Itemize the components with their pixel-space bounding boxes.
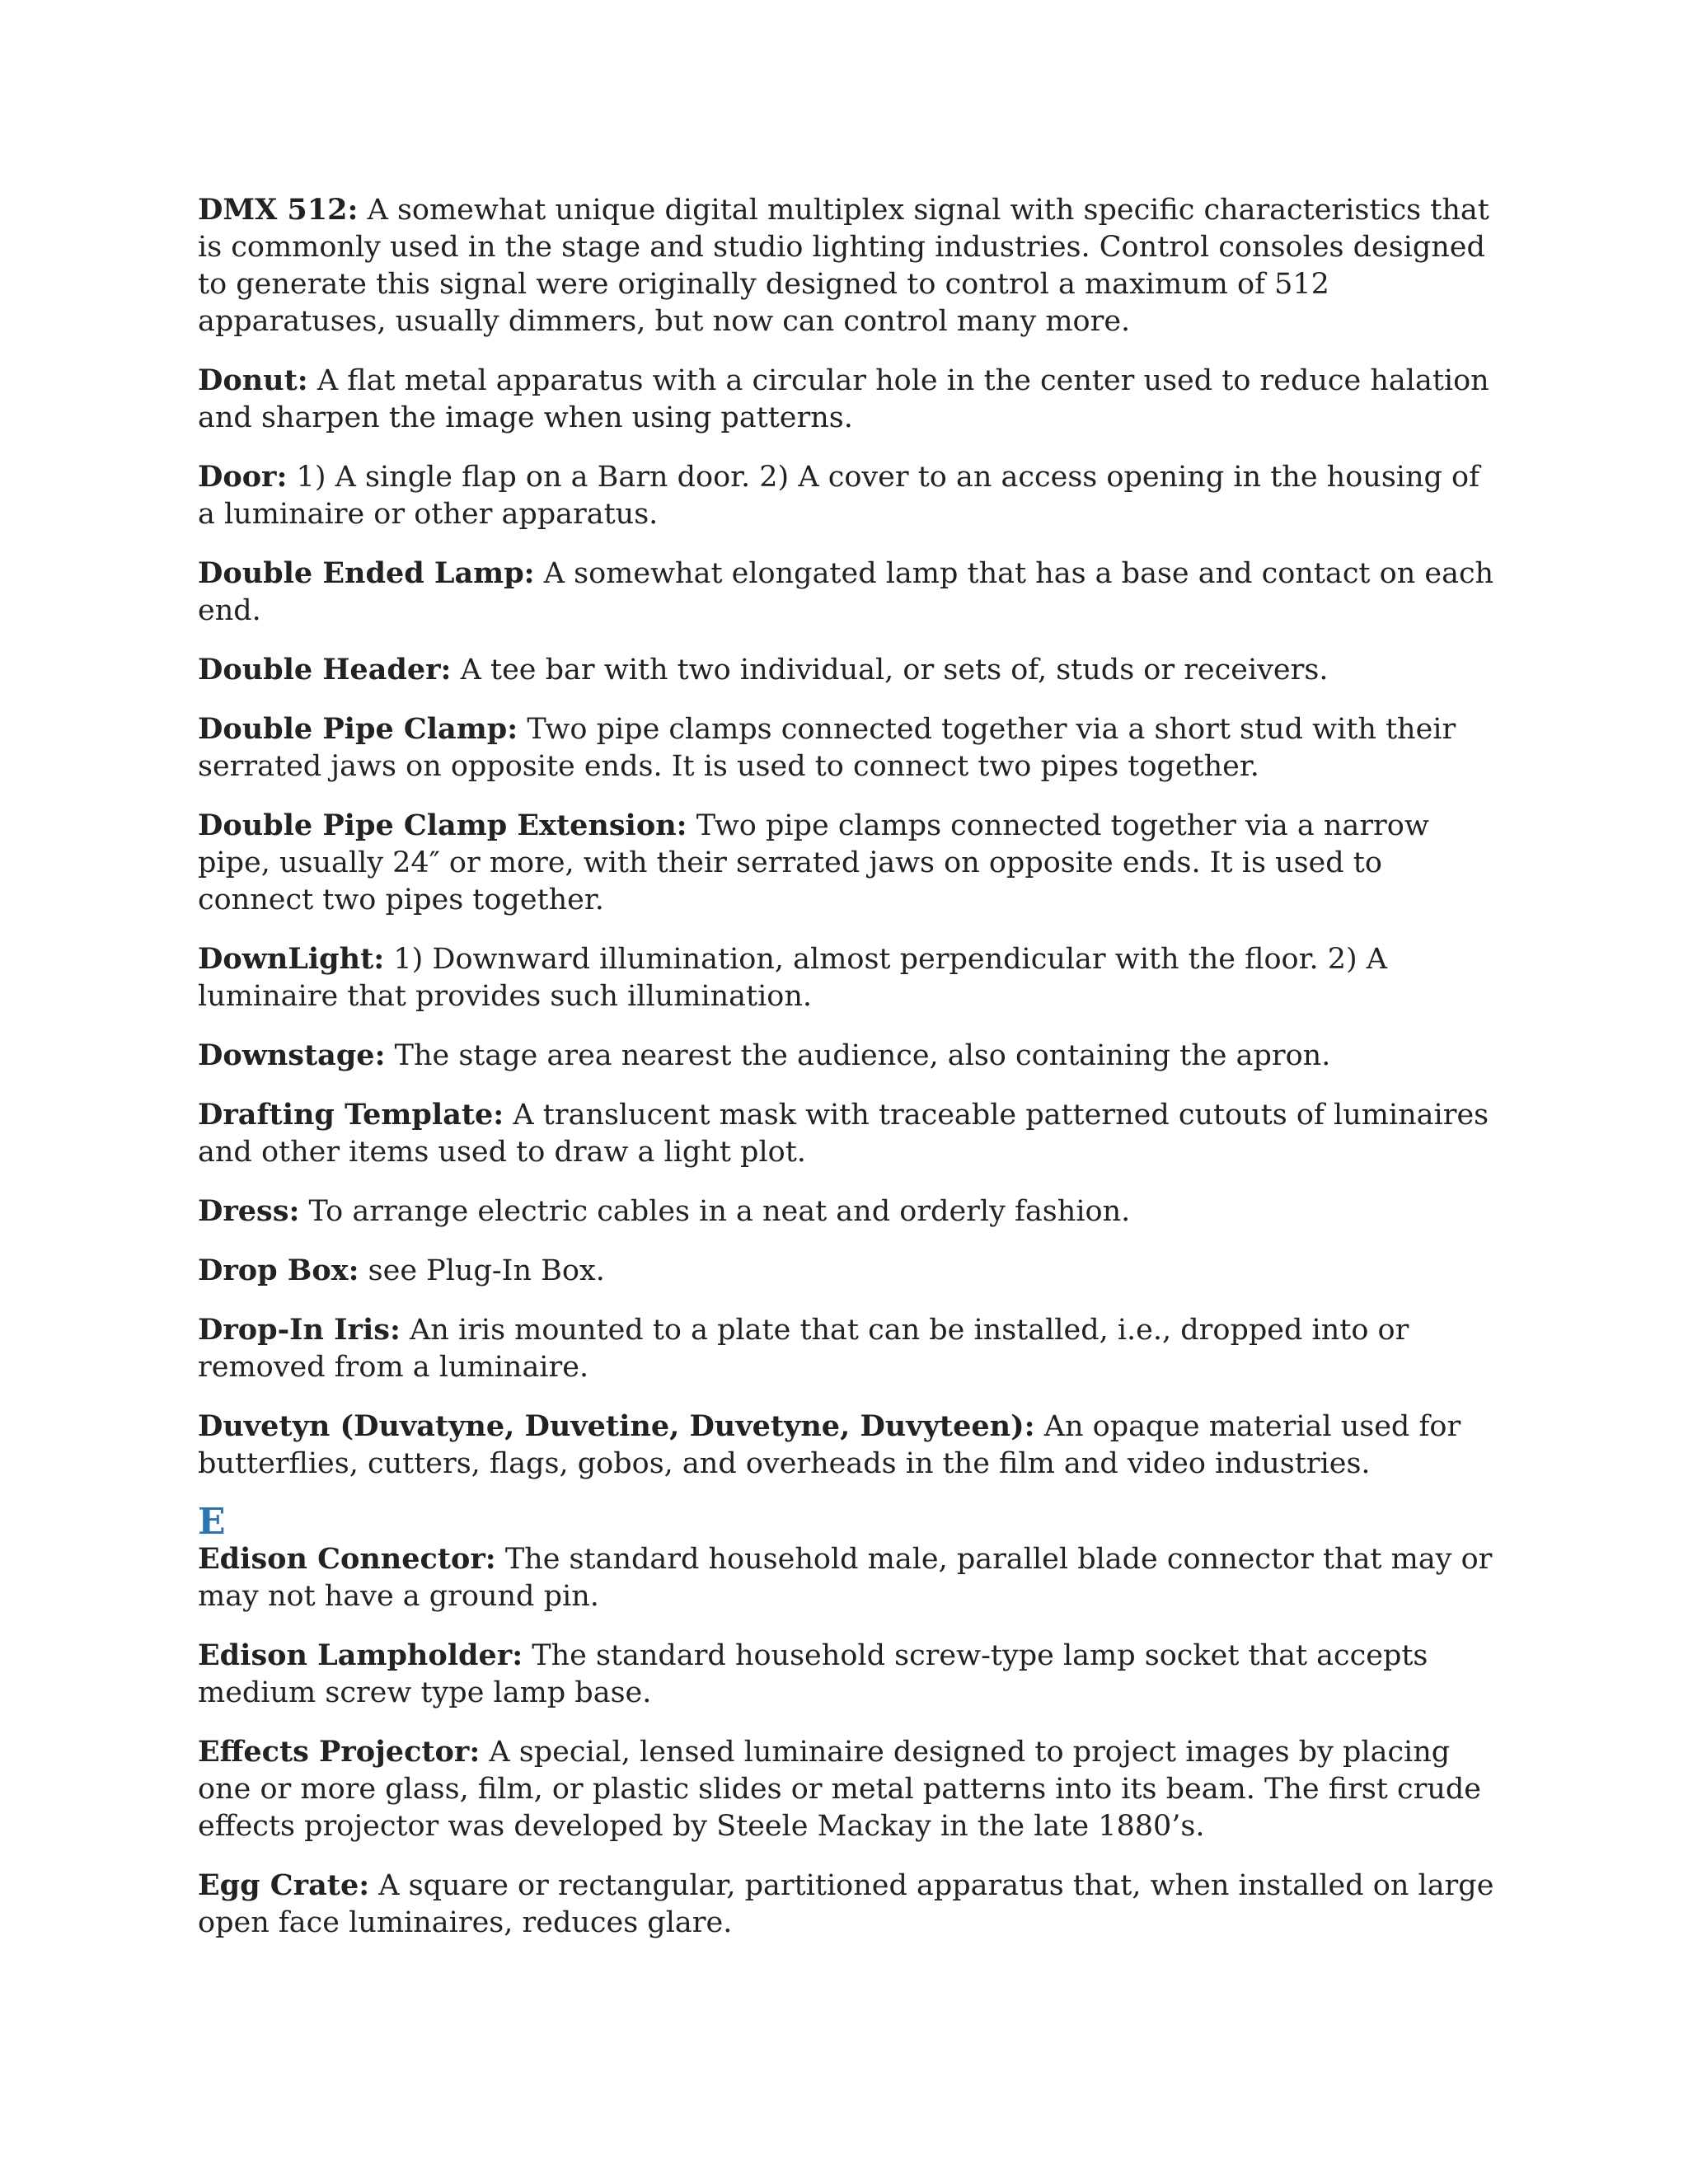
glossary-entry-effects-projector [198, 1733, 1500, 1845]
glossary-page [198, 191, 1500, 1963]
term: DMX 512: [198, 193, 359, 227]
definition: 1) Downward illumination, almost perpendicular with the floor. 2) A luminaire that provides such illumination. [198, 943, 1388, 1013]
definition: A somewhat unique digital multiplex signal with specific characteristics that is commonly used in the stage and studio lighting industries. Control consoles designed to generate this signal were originally designed to control a maximum of 512 apparatuses, usually dimmers, but now can control many more. [198, 194, 1489, 338]
glossary-entry-edison-connector [198, 1540, 1500, 1615]
glossary-entry-dmx-512 [198, 191, 1500, 340]
section-heading: E [198, 1501, 226, 1543]
definition: A tee bar with two individual, or sets of, studs or receivers. [460, 654, 1329, 687]
glossary-entry-double-header [198, 651, 1500, 689]
term: Double Pipe Clamp Extension: [198, 808, 687, 842]
glossary-entry-door [198, 458, 1500, 533]
definition: 1) A single flap on a Barn door. 2) A cover to an access opening in the housing of a luminaire or other apparatus. [198, 461, 1480, 531]
term: Double Header: [198, 653, 452, 687]
glossary-entry-donut [198, 362, 1500, 437]
glossary-entry-downstage [198, 1037, 1500, 1075]
definition: see Plug-In Box. [368, 1254, 605, 1287]
definition: A square or rectangular, partitioned apparatus that, when installed on large open face luminaires, reduces glare. [198, 1869, 1494, 1939]
term: Door: [198, 460, 288, 494]
glossary-entry-downlight [198, 940, 1500, 1015]
term: Edison Connector: [198, 1542, 496, 1576]
glossary-entry-double-pipe-clamp [198, 710, 1500, 785]
term: Effects Projector: [198, 1735, 481, 1769]
definition: A special, lensed luminaire designed to project images by placing one or more glass, film, or plastic slides or metal patterns into its beam. The first crude effects projector was developed by Steele Mackay in the late 1880’s. [198, 1736, 1481, 1843]
definition: The stage area nearest the audience, also containing the apron. [394, 1039, 1331, 1072]
glossary-entry-drafting-template [198, 1096, 1500, 1171]
definition: A flat metal apparatus with a circular hole in the center used to reduce halation and sharpen the image when using patterns. [198, 364, 1489, 434]
definition: To arrange electric cables in a neat and orderly fashion. [308, 1195, 1131, 1228]
glossary-entry-egg-crate [198, 1867, 1500, 1942]
glossary-entry-double-pipe-clamp-extension [198, 807, 1500, 919]
term: Duvetyn (Duvatyne, Duvetine, Duvetyne, Duvyteen): [198, 1409, 1035, 1443]
term: Drop Box: [198, 1254, 359, 1287]
term: Donut: [198, 363, 308, 397]
glossary-entry-double-ended-lamp [198, 555, 1500, 630]
term: Edison Lampholder: [198, 1638, 523, 1672]
glossary-entry-drop-box [198, 1252, 1500, 1290]
definition: The standard household screw-type lamp socket that accepts medium screw type lamp base. [198, 1639, 1428, 1709]
glossary-entry-edison-lampholder [198, 1637, 1500, 1712]
definition: The standard household male, parallel blade connector that may or may not have a ground pin. [198, 1543, 1493, 1613]
glossary-entry-duvetyn [198, 1408, 1500, 1483]
term: Egg Crate: [198, 1868, 370, 1902]
definition: A translucent mask with traceable patterned cutouts of luminaires and other items used to draw a light plot. [198, 1099, 1489, 1169]
section-e [198, 1501, 1500, 1942]
glossary-entry-drop-in-iris [198, 1311, 1500, 1386]
term: Double Pipe Clamp: [198, 712, 518, 746]
definition: An opaque material used for butterflies, cutters, flags, gobos, and overheads in the film and video industries. [198, 1410, 1461, 1480]
definition: A somewhat elongated lamp that has a base and contact on each end. [198, 557, 1494, 627]
definition: Two pipe clamps connected together via a narrow pipe, usually 24″ or more, with their serrated jaws on opposite ends. It is used to connect two pipes together. [198, 809, 1429, 916]
term: Double Ended Lamp: [198, 556, 535, 590]
term: DownLight: [198, 942, 385, 976]
term: Dress: [198, 1194, 300, 1228]
term: Drop-In Iris: [198, 1313, 401, 1347]
term: Downstage: [198, 1038, 386, 1072]
definition: Two pipe clamps connected together via a short stud with their serrated jaws on opposite ends. It is used to connect two pipes together. [198, 713, 1456, 783]
definition: An iris mounted to a plate that can be installed, i.e., dropped into or removed from a luminaire. [198, 1314, 1409, 1384]
glossary-entry-dress [198, 1193, 1500, 1230]
term: Drafting Template: [198, 1098, 504, 1132]
